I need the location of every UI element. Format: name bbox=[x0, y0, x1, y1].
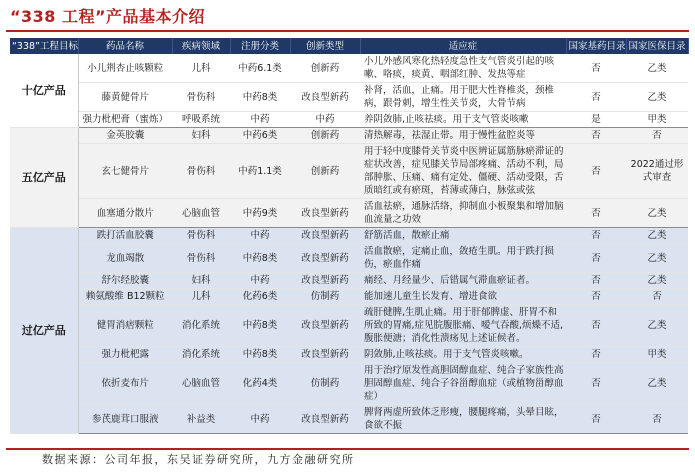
essential-list: 否 bbox=[566, 54, 626, 83]
table-row bbox=[10, 83, 688, 112]
indication: 活血散瘀，定痛止血，敛疮生肌。用于跌打损伤，瘀血作痛 bbox=[360, 244, 566, 273]
essential-list: 否 bbox=[566, 128, 626, 144]
tier-label: 十亿产品 bbox=[10, 54, 78, 128]
table-header-row bbox=[10, 38, 688, 54]
registration: 化药6类 bbox=[230, 289, 290, 305]
disease-area: 儿科 bbox=[172, 289, 230, 305]
innovation-type: 改良型新药 bbox=[290, 405, 360, 434]
table-row bbox=[10, 228, 688, 244]
registration: 中药8类 bbox=[230, 305, 290, 347]
innovation-type: 仿制药 bbox=[290, 289, 360, 305]
innovation-type: 改良型新药 bbox=[290, 244, 360, 273]
insurance-list: 甲类 bbox=[626, 112, 688, 128]
registration: 中药9类 bbox=[230, 199, 290, 228]
drug-name: 健胃消痞颗粒 bbox=[78, 305, 172, 347]
innovation-type: 中药 bbox=[290, 112, 360, 128]
indication: 疏肝健脾,生肌止痛。用于肝郁脾虚、肝胃不和所致的胃痛,症见脘腹胀痛、嗳气吞酸,烦燥不适,腹胀便溏；消化性溃疡见上述证候者。 bbox=[360, 305, 566, 347]
essential-list: 否 bbox=[566, 199, 626, 228]
innovation-type: 改良型新药 bbox=[290, 305, 360, 347]
essential-list: 是 bbox=[566, 112, 626, 128]
drug-name: 藤黄健骨片 bbox=[78, 83, 172, 112]
innovation-type: 仿制药 bbox=[290, 363, 360, 405]
table-row bbox=[10, 305, 688, 347]
insurance-list: 乙类 bbox=[626, 305, 688, 347]
indication: 用于治疗原发性高胆固醇血症、纯合子家族性高胆固醇血症、纯合子谷甾醇血症（或植物甾醇血症） bbox=[360, 363, 566, 405]
registration: 中药 bbox=[230, 405, 290, 434]
data-source-note: 数据来源：公司年报，东吴证券研究所，九方金融研究所 bbox=[6, 448, 689, 470]
innovation-type: 改良型新药 bbox=[290, 199, 360, 228]
essential-list: 否 bbox=[566, 289, 626, 305]
disease-area: 妇科 bbox=[172, 273, 230, 289]
registration: 中药6.1类 bbox=[230, 54, 290, 83]
essential-list: 否 bbox=[566, 273, 626, 289]
disease-area: 儿科 bbox=[172, 54, 230, 83]
innovation-type: 创新药 bbox=[290, 144, 360, 199]
table-row bbox=[10, 363, 688, 405]
disease-area: 骨伤科 bbox=[172, 144, 230, 199]
header-target: “338”工程目标 bbox=[10, 38, 78, 54]
title-divider bbox=[6, 30, 689, 32]
insurance-list: 甲类 bbox=[626, 347, 688, 363]
table-row bbox=[10, 405, 688, 434]
drug-name: 强力枇杷膏（蜜炼） bbox=[78, 112, 172, 128]
table-row bbox=[10, 347, 688, 363]
indication: 痛经、月经量少、后错属气滞血瘀证者。 bbox=[360, 273, 566, 289]
drug-name: 强力枇杷露 bbox=[78, 347, 172, 363]
essential-list: 否 bbox=[566, 144, 626, 199]
registration: 中药 bbox=[230, 228, 290, 244]
insurance-list: 乙类 bbox=[626, 54, 688, 83]
drug-name: 玄七健骨片 bbox=[78, 144, 172, 199]
essential-list: 否 bbox=[566, 347, 626, 363]
insurance-list: 乙类 bbox=[626, 244, 688, 273]
insurance-list: 否 bbox=[626, 405, 688, 434]
tier-label: 过亿产品 bbox=[10, 228, 78, 434]
table-row bbox=[10, 289, 688, 305]
indication: 清热解毒，祛湿止带。用于慢性盆腔炎等 bbox=[360, 128, 566, 144]
indication: 小儿外感风寒化热轻度急性支气管炎引起的咳嗽、咯痰，痰黄、咽部红肿、发热等症 bbox=[360, 54, 566, 83]
disease-area: 消化系统 bbox=[172, 305, 230, 347]
essential-list: 否 bbox=[566, 228, 626, 244]
product-table bbox=[10, 38, 689, 434]
drug-name: 龙血竭散 bbox=[78, 244, 172, 273]
registration: 中药8类 bbox=[230, 347, 290, 363]
registration: 化药4类 bbox=[230, 363, 290, 405]
drug-name: 血塞通分散片 bbox=[78, 199, 172, 228]
registration: 中药6类 bbox=[230, 128, 290, 144]
drug-name: 跌打活血胶囊 bbox=[78, 228, 172, 244]
table-row bbox=[10, 54, 688, 83]
indication: 补肾，活血，止痛。用于肥大性脊椎炎，颈椎病，跟骨刺，增生性关节炎，大骨节病 bbox=[360, 83, 566, 112]
header-essential-list: 国家基药目录 bbox=[566, 38, 626, 54]
essential-list: 否 bbox=[566, 305, 626, 347]
header-insurance-list: 国家医保目录 bbox=[626, 38, 688, 54]
essential-list: 否 bbox=[566, 244, 626, 273]
insurance-list: 乙类 bbox=[626, 199, 688, 228]
header-disease-area: 疾病领域 bbox=[172, 38, 230, 54]
table-row bbox=[10, 128, 688, 144]
header-drug-name: 药品名称 bbox=[78, 38, 172, 54]
registration: 中药 bbox=[230, 112, 290, 128]
insurance-list: 乙类 bbox=[626, 228, 688, 244]
disease-area: 心脑血管 bbox=[172, 363, 230, 405]
indication: 活血祛瘀，通脉活络，抑制血小板聚集和增加脑血流量之功效 bbox=[360, 199, 566, 228]
header-indication: 适应症 bbox=[360, 38, 566, 54]
innovation-type: 改良型新药 bbox=[290, 347, 360, 363]
indication: 舒筋活血，散瘀止痛 bbox=[360, 228, 566, 244]
drug-name: 依折麦布片 bbox=[78, 363, 172, 405]
drug-name: 舒尔经胶囊 bbox=[78, 273, 172, 289]
insurance-list: 乙类 bbox=[626, 83, 688, 112]
drug-name: 小儿荆杏止咳颗粒 bbox=[78, 54, 172, 83]
tier-label: 五亿产品 bbox=[10, 128, 78, 228]
header-registration: 注册分类 bbox=[230, 38, 290, 54]
disease-area: 骨伤科 bbox=[172, 244, 230, 273]
indication: 用于轻中度膝骨关节炎中医辨证属筋脉瘀滞证的症状改善，症见膝关节局部疼痛、活动不利，局部肿胀、压痛、痛有定处、僵硬、活动受限，舌质暗红或有瘀斑，苔薄或薄白，脉弦或弦 bbox=[360, 144, 566, 199]
indication: 脾肾两虚所致体乏形瘦，腰腿疼痛，头晕目眩，食欲不振 bbox=[360, 405, 566, 434]
innovation-type: 创新药 bbox=[290, 128, 360, 144]
essential-list: 否 bbox=[566, 363, 626, 405]
innovation-type: 改良型新药 bbox=[290, 273, 360, 289]
table-row bbox=[10, 112, 688, 128]
disease-area: 心脑血管 bbox=[172, 199, 230, 228]
drug-name: 金英胶囊 bbox=[78, 128, 172, 144]
registration: 中药 bbox=[230, 273, 290, 289]
table-row bbox=[10, 144, 688, 199]
essential-list: 否 bbox=[566, 83, 626, 112]
disease-area: 呼吸系统 bbox=[172, 112, 230, 128]
drug-name: 参芪鹿茸口服液 bbox=[78, 405, 172, 434]
table-row bbox=[10, 199, 688, 228]
essential-list: 否 bbox=[566, 405, 626, 434]
disease-area: 骨伤科 bbox=[172, 228, 230, 244]
disease-area: 消化系统 bbox=[172, 347, 230, 363]
innovation-type: 改良型新药 bbox=[290, 228, 360, 244]
disease-area: 骨伤科 bbox=[172, 83, 230, 112]
registration: 中药1.1类 bbox=[230, 144, 290, 199]
registration: 中药8类 bbox=[230, 244, 290, 273]
insurance-list: 乙类 bbox=[626, 363, 688, 405]
insurance-list: 乙类 bbox=[626, 273, 688, 289]
disease-area: 补益类 bbox=[172, 405, 230, 434]
innovation-type: 改良型新药 bbox=[290, 83, 360, 112]
indication: 能加速儿童生长发育、增进食欲 bbox=[360, 289, 566, 305]
indication: 养阴敛肺,止咳祛痰。用于支气管炎咳嗽 bbox=[360, 112, 566, 128]
insurance-list: 2022通过形式审查 bbox=[626, 144, 688, 199]
innovation-type: 创新药 bbox=[290, 54, 360, 83]
table-row bbox=[10, 244, 688, 273]
drug-name: 赖氨酸维 B12颗粒 bbox=[78, 289, 172, 305]
disease-area: 妇科 bbox=[172, 128, 230, 144]
indication: 阴敛肺,止咳祛痰。用于支气管炎咳嗽。 bbox=[360, 347, 566, 363]
table-row bbox=[10, 273, 688, 289]
header-innovation-type: 创新类型 bbox=[290, 38, 360, 54]
registration: 中药8类 bbox=[230, 83, 290, 112]
insurance-list: 否 bbox=[626, 289, 688, 305]
page-title: “338 工程”产品基本介绍 bbox=[10, 7, 206, 26]
insurance-list: 否 bbox=[626, 128, 688, 144]
